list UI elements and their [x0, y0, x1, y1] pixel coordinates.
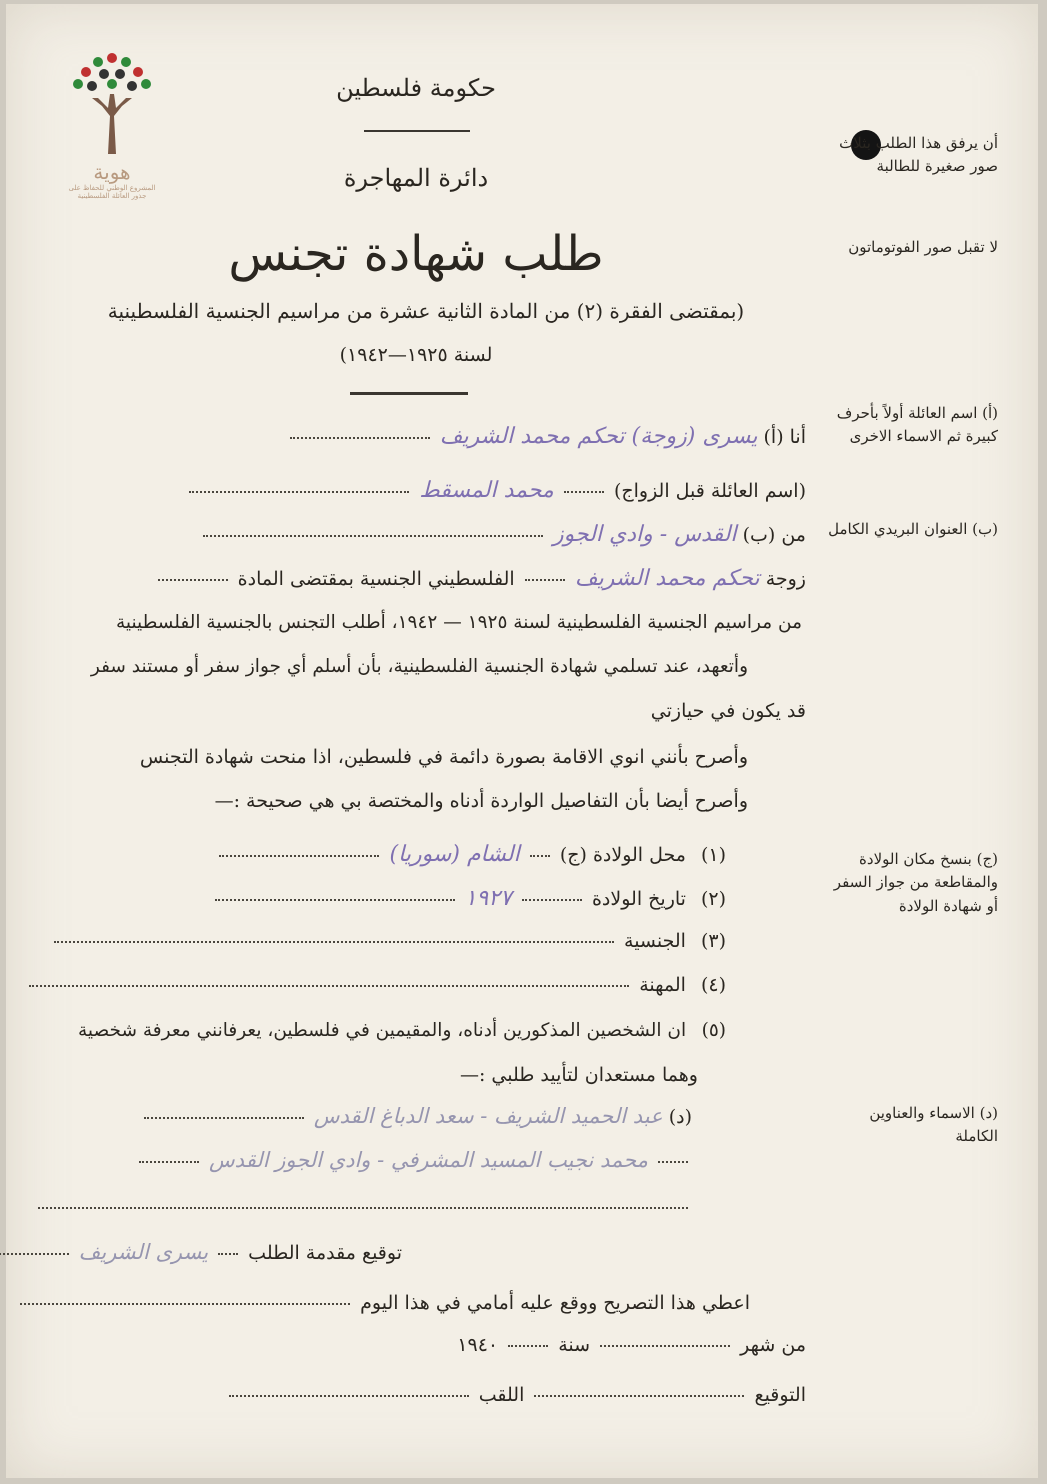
document-page [6, 4, 1038, 1478]
dotted-line [290, 437, 430, 439]
dotted-line [29, 985, 629, 987]
para-5: وأصرح أيضا بأن التفاصيل الواردة أدناه والمختصة بي هي صحيحة :— [214, 790, 748, 812]
note-photomaton: لا تقبل صور الفوتوماتون [848, 238, 998, 256]
dotted-line [0, 1253, 69, 1255]
logo [62, 46, 162, 226]
dotted-line [158, 579, 228, 581]
maiden-line [185, 478, 806, 503]
dotted-line [54, 941, 614, 943]
para-3: قد يكون في حيازتي [650, 700, 806, 722]
from-value: القدس - وادي الجوز [553, 522, 737, 547]
sign-label: التوقيع [754, 1384, 806, 1406]
item-value: ١٩٢٧ [464, 886, 512, 911]
referee-label: (د) [668, 1106, 692, 1128]
item-number: (٤) [700, 974, 726, 996]
government-heading: حكومة فلسطين [336, 74, 496, 102]
note-c: (ج) بنسخ مكان الولادة والمقاطعة من جواز السفر أو شهادة الولادة [833, 850, 998, 915]
note-photos: أن يرفق هذا الطلب بثلاث صور صغيرة للطالبة [839, 134, 998, 176]
item-referees-2: وهما مستعدان لتأييد طلبي :— [459, 1064, 698, 1086]
maiden-label: (اسم العائلة قبل الزواج) [613, 480, 806, 502]
item-profession [25, 974, 726, 996]
referee-1: عبد الحميد الشريف - سعد الدباغ القدس [313, 1104, 663, 1128]
note-b: (ب) العنوان البريدي الكامل [828, 520, 998, 538]
dotted-line [229, 1395, 469, 1397]
item-label: تاريخ الولادة [591, 888, 686, 910]
wife-label: زوجة [765, 568, 806, 590]
maiden-value: محمد المسقط [419, 478, 554, 503]
declaration-line [16, 1292, 750, 1314]
dotted-line [522, 899, 582, 901]
item-label: المهنة [639, 974, 686, 996]
dotted-line [530, 855, 550, 857]
referee-line-2 [135, 1148, 692, 1172]
year-label: سنة [558, 1334, 591, 1356]
logo-caption-1: المشروع الوطني للحفاظ على [68, 184, 156, 192]
logo-caption-2: جذور العائلة الفلسطينية [77, 192, 147, 201]
signature-value: يسرى الشريف [78, 1240, 209, 1264]
divider [350, 392, 468, 395]
official-signature-line [225, 1384, 806, 1406]
dotted-line [218, 1253, 238, 1255]
item-value: الشام (سوريا) [389, 842, 520, 867]
dotted-line [144, 1117, 304, 1119]
dotted-line [564, 491, 604, 493]
title-label: اللقب [478, 1384, 525, 1406]
dotted-line [215, 899, 455, 901]
dotted-line [38, 1207, 688, 1209]
form-subtitle-year: لسنة ١٩٢٥—١٩٤٢) [339, 344, 493, 366]
dotted-line [534, 1395, 744, 1397]
dotted-line [20, 1303, 350, 1305]
referee-line-3 [34, 1196, 692, 1218]
note-d: (د) الاسماء والعناوين الكاملة [869, 1104, 998, 1146]
name-line [286, 424, 806, 449]
dotted-line [189, 491, 409, 493]
item-birthdate [211, 886, 726, 911]
signature-label: توقيع مقدمة الطلب [248, 1242, 402, 1264]
wife-suffix: الفلسطيني الجنسية بمقتضى المادة [237, 568, 515, 590]
dotted-line [203, 535, 543, 537]
date-line [457, 1334, 806, 1356]
item-label: محل الولادة (ج) [559, 844, 686, 866]
dotted-line [508, 1345, 548, 1347]
item-number: (٥) [701, 1020, 726, 1041]
dotted-line [139, 1161, 199, 1163]
item-nationality [50, 930, 726, 952]
form-subtitle: (بمقتضى الفقرة (٢) من المادة الثانية عشرة من مراسيم الجنسية الفلسطينية [107, 299, 745, 323]
note-a: (أ) اسم العائلة أولاً بأحرف كبيرة ثم الاسماء الاخرى [836, 404, 998, 446]
item-text: ان الشخصين المذكورين أدناه، والمقيمين في فلسطين، يعرفانني معرفة شخصية [78, 1020, 687, 1041]
wife-value: تحكم محمد الشريف [574, 566, 760, 591]
referee-2: محمد نجيب المسيد المشرفي - وادي الجوز القدس [209, 1148, 648, 1172]
applicant-signature-line [0, 1240, 402, 1264]
department-heading: دائرة المهاجرة [343, 164, 489, 192]
logo-name: هوية [93, 160, 131, 184]
name-label: أنا (أ) [763, 426, 806, 448]
para-1: من مراسيم الجنسية الفلسطينية لسنة ١٩٢٥ — ١٩٤٢، أطلب التجنس بالجنسية الفلسطينية [115, 612, 802, 633]
dotted-line [219, 855, 379, 857]
item-birthplace [215, 842, 726, 867]
from-line [199, 522, 806, 547]
item-number: (٢) [700, 888, 726, 910]
year-value: ١٩٤٠ [457, 1334, 499, 1356]
item-label: الجنسية [624, 930, 686, 952]
divider [364, 130, 470, 132]
item-number: (٣) [700, 930, 726, 952]
item-number: (١) [700, 844, 726, 866]
referee-line-1 [140, 1104, 692, 1128]
para-2: وأتعهد، عند تسلمي شهادة الجنسية الفلسطينية، بأن أسلم أي جواز سفر أو مستند سفر [90, 656, 748, 677]
declaration-text: اعطي هذا التصريح ووقع عليه أمامي في هذا اليوم [360, 1292, 750, 1314]
para-4: وأصرح بأنني انوي الاقامة بصورة دائمة في فلسطين، اذا منحت شهادة التجنس [139, 746, 748, 768]
item-referees [78, 1020, 726, 1041]
month-label: من شهر [740, 1334, 806, 1356]
name-value: يسرى (زوجة) تحكم محمد الشريف [439, 424, 758, 449]
from-label: من (ب) [742, 524, 806, 546]
form-title: طلب شهادة تجنس [228, 226, 604, 282]
wife-line [154, 566, 806, 591]
dotted-line [525, 579, 565, 581]
dotted-line [658, 1161, 688, 1163]
dotted-line [600, 1345, 730, 1347]
